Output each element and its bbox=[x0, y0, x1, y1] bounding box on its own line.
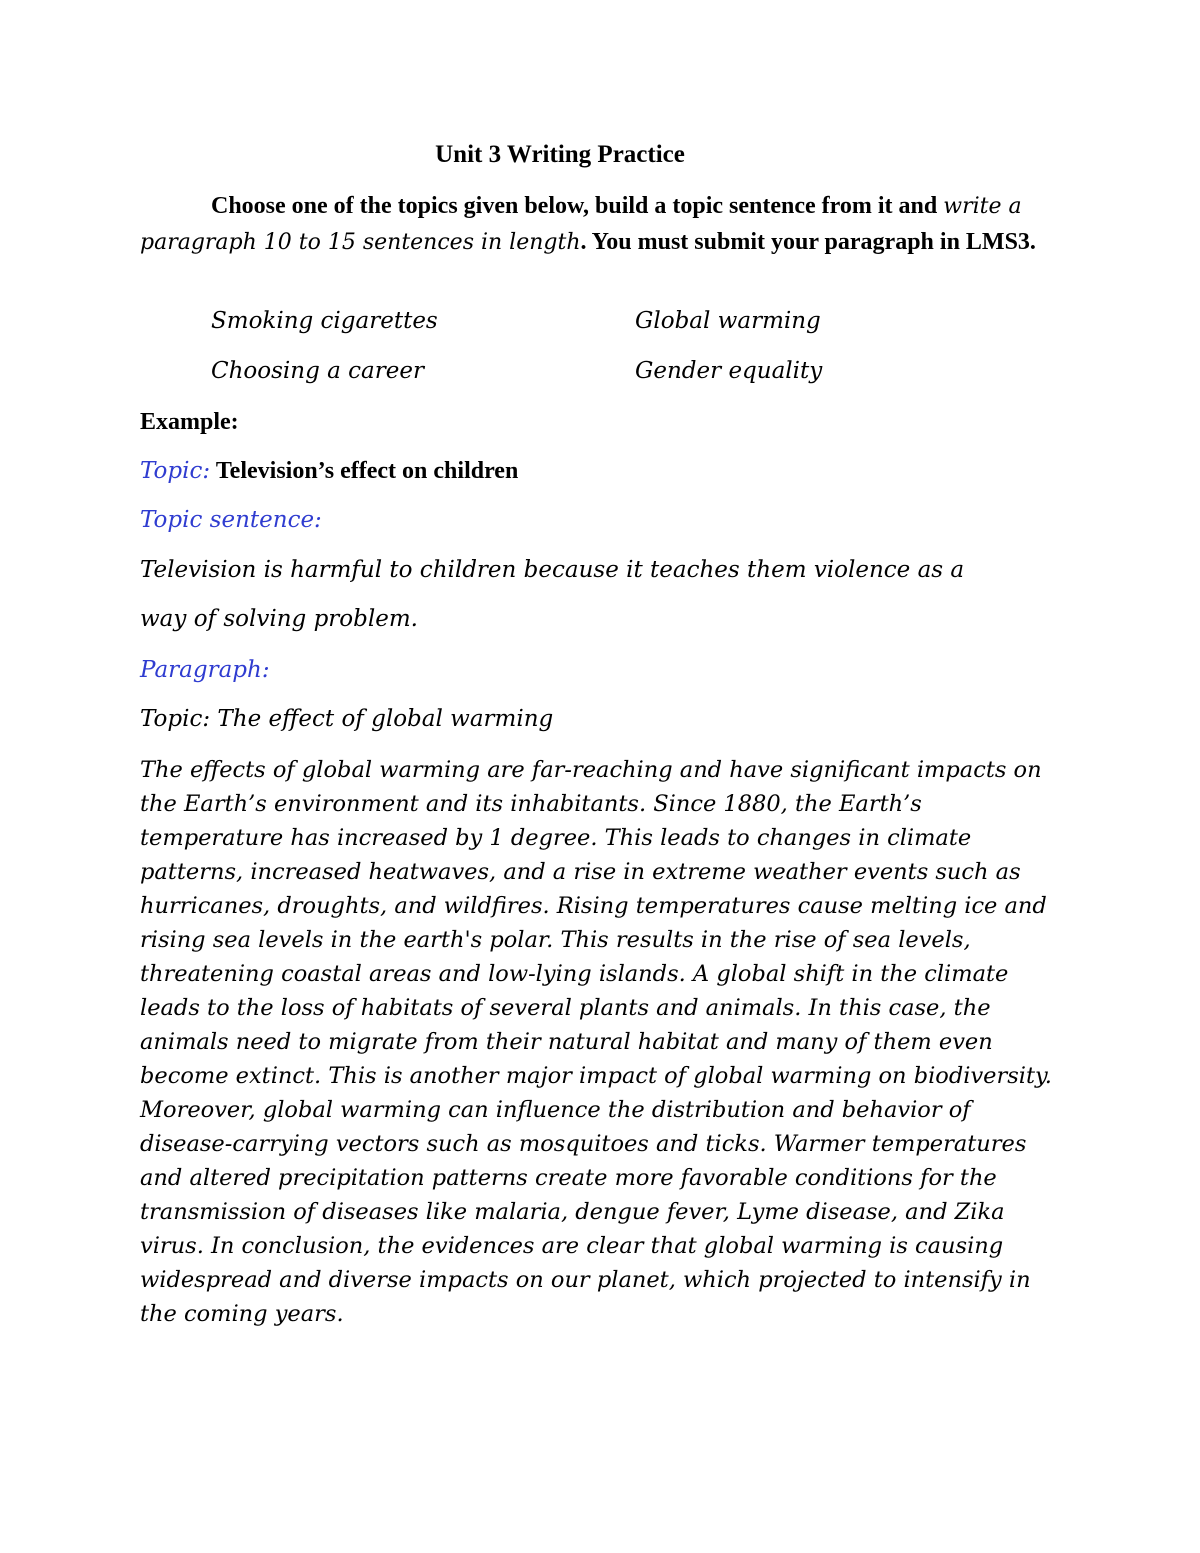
paragraph-topic: Topic: The effect of global warming bbox=[140, 706, 554, 732]
topic-sentence-label: Topic sentence: bbox=[140, 507, 322, 533]
instruction-text-2: . You must submit your paragraph in LMS3. bbox=[580, 228, 1036, 255]
page-title: Unit 3 Writing Practice bbox=[435, 141, 685, 168]
instructions bbox=[140, 189, 1060, 260]
instruction-italic: write a paragraph 10 to 15 sentences in length bbox=[140, 194, 1022, 255]
topic-sentence-line-1: Television is harmful to children because it teaches them violence as a bbox=[140, 557, 965, 583]
topic-option-3: Choosing a career bbox=[211, 358, 424, 384]
paragraph-label: Paragraph: bbox=[140, 657, 270, 683]
example-heading: Example: bbox=[140, 409, 239, 435]
topic-option-4: Gender equality bbox=[635, 358, 823, 384]
topic-value: Television’s effect on children bbox=[215, 458, 519, 484]
example-topic-line bbox=[140, 458, 518, 485]
topic-sentence-line-2: way of solving problem. bbox=[140, 606, 418, 632]
topic-label: Topic: bbox=[140, 458, 211, 484]
topic-option-1: Smoking cigarettes bbox=[211, 308, 438, 334]
paragraph-body: The effects of global warming are far-reaching and have significant impacts on the Earth’s environment and its inhabitants. Since 1880, the Earth’s temperature has increased by 1 degree. This leads to changes in climate patterns, increased heatwaves, and a rise in extreme weather events such as hurricanes, droughts, and wildfires. Rising temperatures cause melting ice and rising sea levels in the earth's polar. This results in the rise of sea levels, threatening coastal areas and low-lying islands. A global shift in the climate leads to the loss of habitats of several plants and animals. In this case, the animals need to migrate from their natural habitat and many of them even become extinct. This is another major impact of global warming on biodiversity. Moreover, global warming can influence the distribution and behavior of disease-carrying vectors such as mosquitoes and ticks. Warmer temperatures and altered precipitation patterns create more favorable conditions for the transmission of diseases like malaria, dengue fever, Lyme disease, and Zika virus. In conclusion, the evidences are clear that global warming is causing widespread and diverse impacts on our planet, which projected to intensify in the coming years. bbox=[140, 757, 1052, 1327]
topic-option-2: Global warming bbox=[635, 308, 821, 334]
instruction-text-1: Choose one of the topics given below, build a topic sentence from it and bbox=[211, 193, 938, 219]
